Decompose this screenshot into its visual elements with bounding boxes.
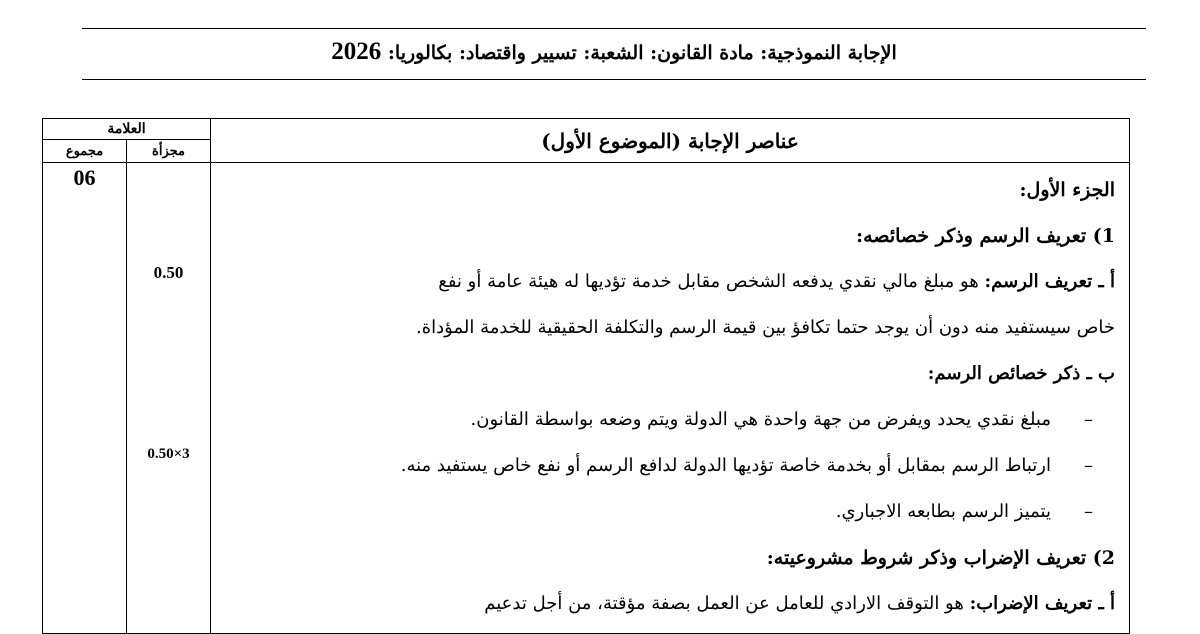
partial-mark-2: 0.50×3 xyxy=(147,446,190,462)
total-header: مجموع xyxy=(43,140,127,163)
q1-definition-line-1 xyxy=(227,259,1115,305)
partial-mark-1: 0.50 xyxy=(153,263,184,282)
part-title: الجزء الأول: xyxy=(1019,179,1115,201)
question-1-title: 1) تعريف الرسم وذكر خصائصه: xyxy=(856,225,1115,247)
title-rule xyxy=(82,79,1146,80)
partial-header: مجزأة xyxy=(127,140,211,163)
list-item xyxy=(227,489,1115,535)
bullet-dash: – xyxy=(1084,501,1093,522)
q2-definition-label: أ ـ تعريف الإضراب: xyxy=(969,593,1115,614)
answer-table xyxy=(42,118,1130,634)
q2-definition-text: هو التوقف الارادي للعامل عن العمل بصفة مؤقتة، من أجل تدعيم xyxy=(484,593,964,614)
bullet-dash: – xyxy=(1084,409,1093,430)
answer-content xyxy=(211,163,1130,634)
title-year: 2026 xyxy=(331,38,382,65)
list-item-text: مبلغ نقدي يحدد ويفرض من جهة واحدة هي الدولة ويتم وضعه بواسطة القانون. xyxy=(470,409,1051,430)
q1-characteristics-title: ب ـ ذكر خصائص الرسم: xyxy=(927,363,1115,384)
title-text: الإجابة النموذجية: مادة القانون: الشعبة: تسيير واقتصاد: بكالوريا: xyxy=(387,42,897,64)
total-mark: 06 xyxy=(73,165,96,190)
q2-definition-line xyxy=(227,581,1115,627)
list-item-text: ارتباط الرسم بمقابل أو بخدمة خاصة تؤديها الدولة لدافع الرسم أو نفع خاص يستفيد منه. xyxy=(400,455,1051,476)
q1-definition-text-2: خاص سيستفيد منه دون أن يوجد حتما تكافؤ بين قيمة الرسم والتكلفة الحقيقية للخدمة المؤداة. xyxy=(416,317,1115,338)
total-column xyxy=(43,163,127,634)
q1-definition-text-1: هو مبلغ مالي نقدي يدفعه الشخص مقابل خدمة تؤديها له هيئة عامة أو نفع xyxy=(438,271,979,292)
document-title xyxy=(82,38,1146,66)
partial-column xyxy=(127,163,211,634)
list-item xyxy=(227,443,1115,489)
list-item-text: يتميز الرسم بطابعه الاجباري. xyxy=(835,501,1051,522)
marks-header: العلامة xyxy=(43,119,211,140)
list-item xyxy=(227,397,1115,443)
elements-header: عناصر الإجابة (الموضوع الأول) xyxy=(211,119,1130,163)
top-rule xyxy=(82,28,1146,29)
question-2-title: 2) تعريف الإضراب وذكر شروط مشروعيته: xyxy=(766,547,1115,569)
bullet-dash: – xyxy=(1084,455,1093,476)
q1-definition-label: أ ـ تعريف الرسم: xyxy=(984,271,1115,292)
